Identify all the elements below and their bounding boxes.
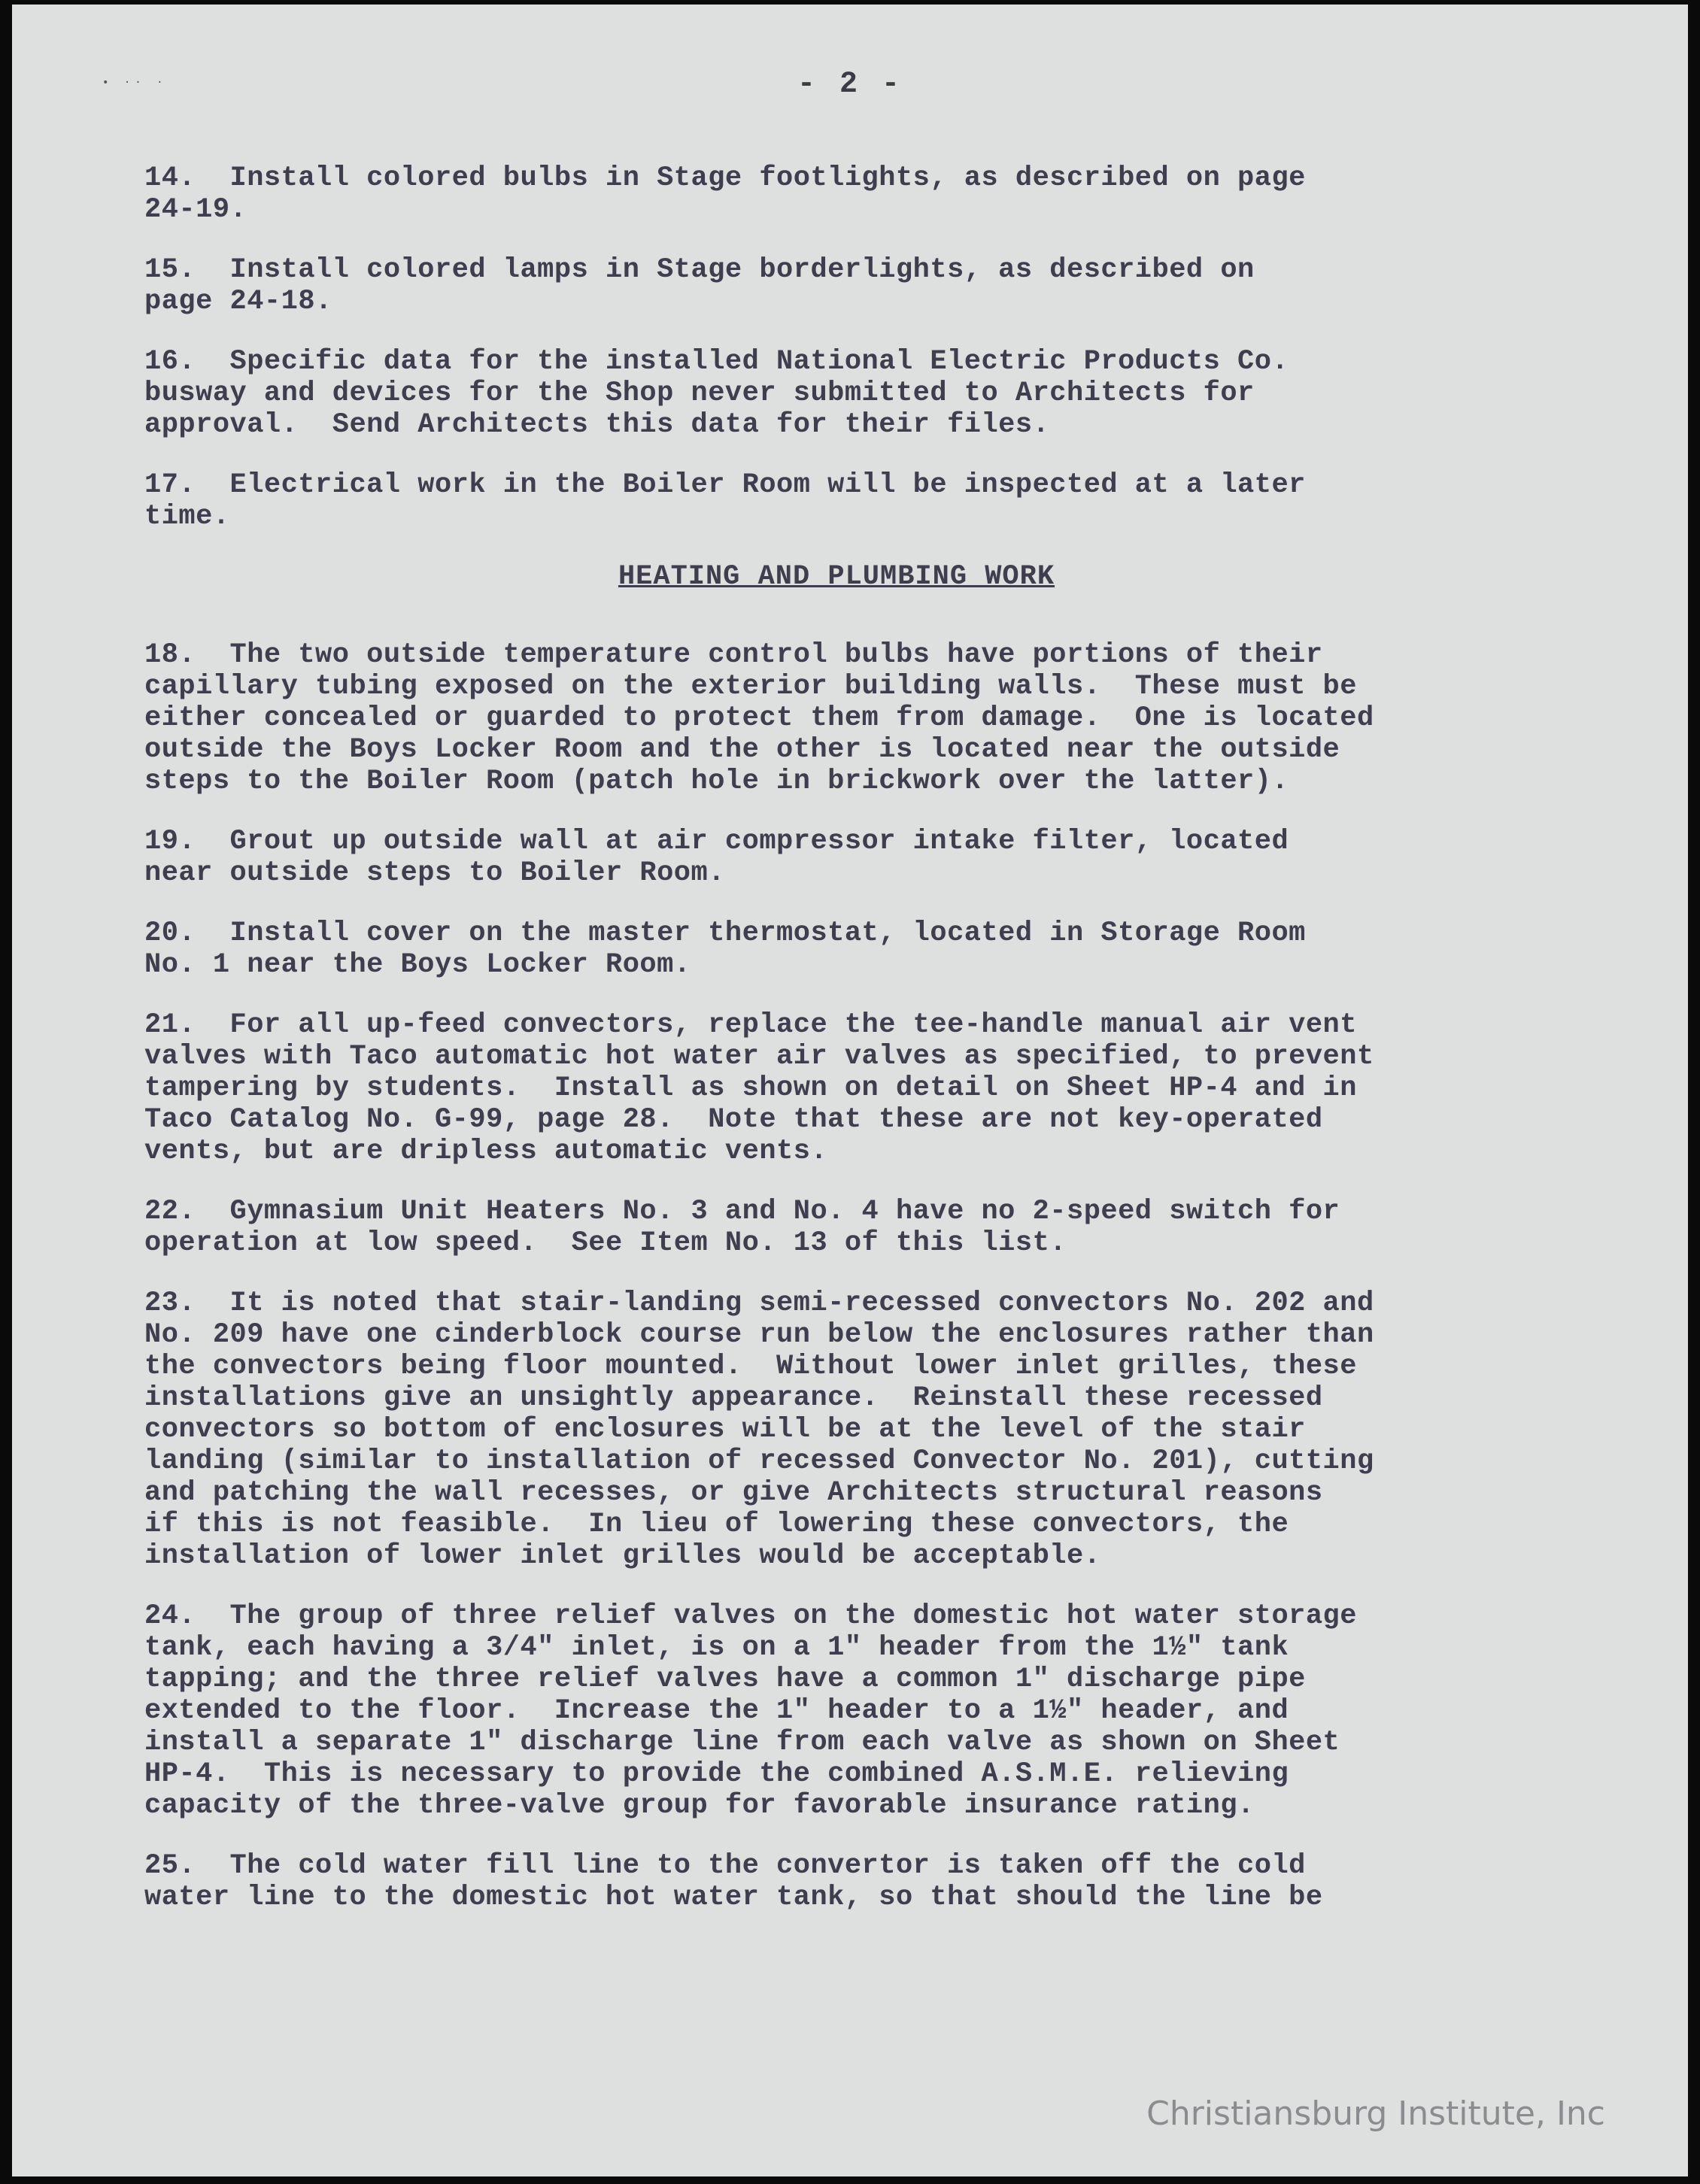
list-item-19: 19. Grout up outside wall at air compressor intake filter, located near outside steps to Boiler Room. bbox=[144, 826, 1289, 889]
page-body bbox=[144, 162, 1574, 1942]
list-item-17: 17. Electrical work in the Boiler Room will be inspected at a later time. bbox=[144, 469, 1306, 532]
document-page bbox=[12, 5, 1688, 2176]
list-item-24: 24. The group of three relief valves on the domestic hot water storage tank, each having a 3/4" inlet, is on a 1" header from the 1½" tank tapping; and the three relief valves have a common 1" discharge pipe extended to the floor. Increase the 1" header to a 1½" header, and install a separate 1" discharge line from each valve as shown on Sheet HP-4. This is necessary to provide the combined A.S.M.E. relieving capacity of the three-valve group for favorable insurance rating. bbox=[144, 1600, 1357, 1822]
list-item-16: 16. Specific data for the installed National Electric Products Co. busway and devices for the Shop never submitted to Architects for approval. Send Architects this data for their files. bbox=[144, 346, 1289, 441]
page-number: - 2 - bbox=[797, 68, 903, 102]
list-item-21: 21. For all up-feed convectors, replace the tee-handle manual air vent valves with Taco automatic hot water air valves as specified, to prevent tampering by students. Install as shown on detail on Sheet HP-4 and in Taco Catalog No. G-99, page 28. Note that these are not key-operated vents, but are dripless automatic vents. bbox=[144, 1009, 1374, 1167]
list-item-15: 15. Install colored lamps in Stage borderlights, as described on page 24-18. bbox=[144, 254, 1255, 317]
list-item-23: 23. It is noted that stair-landing semi-recessed convectors No. 202 and No. 209 have one cinderblock course run below the enclosures rather than the convectors being floor mounted. Without lower inlet grilles, these installations give an unsightly appearance. Reinstall these recessed convectors so bottom of enclosures will be at the level of the stair landing (similar to installation of recessed Convector No. 201), cutting and patching the wall recesses, or give Architects structural reasons if this is not feasible. In lieu of lowering these convectors, the installation of lower inlet grilles would be acceptable. bbox=[144, 1288, 1374, 1572]
list-item-25: 25. The cold water fill line to the convertor is taken off the cold water line to the domestic hot water tank, so that should the line be bbox=[144, 1850, 1323, 1913]
list-item-20: 20. Install cover on the master thermostat, located in Storage Room No. 1 near the Boys Locker Room. bbox=[144, 918, 1306, 981]
watermark: Christiansburg Institute, Inc bbox=[1146, 2095, 1605, 2133]
corner-mark: • ·· · bbox=[102, 77, 168, 89]
list-item-18: 18. The two outside temperature control bulbs have portions of their capillary tubing exposed on the exterior building walls. These must be either concealed or guarded to protect them from damage. One is located outside the Boys Locker Room and the other is located near the outside steps to the Boiler Room (patch hole in brickwork over the latter). bbox=[144, 639, 1374, 797]
list-item-22: 22. Gymnasium Unit Heaters No. 3 and No. 4 have no 2-speed switch for operation at low speed. See Item No. 13 of this list. bbox=[144, 1196, 1340, 1259]
section-heading: HEATING AND PLUMBING WORK bbox=[618, 561, 1055, 593]
list-item-14: 14. Install colored bulbs in Stage footlights, as described on page 24-19. bbox=[144, 162, 1306, 226]
